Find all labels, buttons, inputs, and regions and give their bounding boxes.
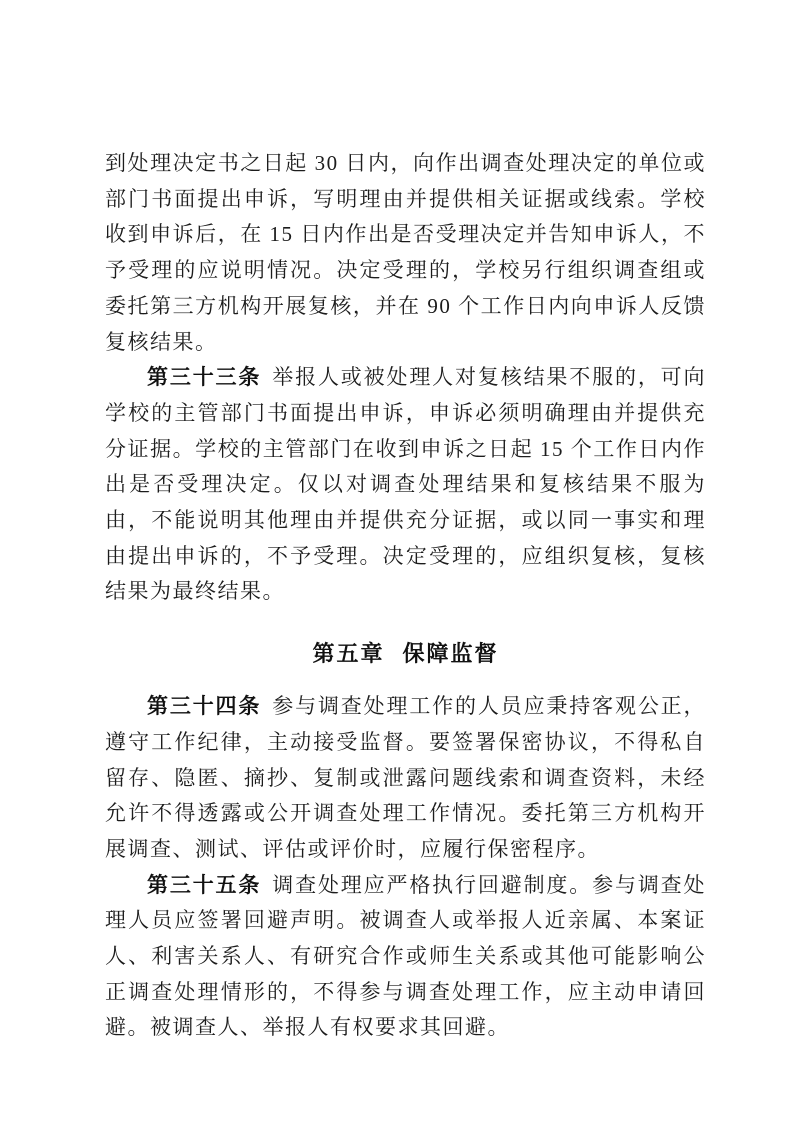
paragraph-continuation: [105, 146, 706, 360]
chapter-5-heading: 第五章 保障监督: [312, 641, 499, 667]
article-33-text: 举报人或被处理人对复核结果不服的，可向学校的主管部门书面提出申诉，申诉必须明确理由并提供充分证据。学校的主管部门在收到申诉之日起 15 个工作日内作出是否受理决定。仅以对调查处理结果和复核结果不服为由，不能说明其他理由并提供充分证据，或以同一事实和理由提出申诉的，不予受理。决定受理的，应组织复核，复核结果为最终结果。: [105, 365, 707, 604]
article-34-number: 第三十四条: [147, 694, 262, 719]
article-35-text: 调查处理应严格执行回避制度。参与调查处理人员应签署回避声明。被调查人或举报人近亲属、本案证人、利害关系人、有研究合作或师生关系或其他可能影响公正调查处理情形的，不得参与调查处理工作，应主动申请回避。被调查人、举报人有权要求其回避。: [105, 872, 707, 1040]
article-35-number: 第三十五条: [147, 872, 262, 897]
document-text-block: [105, 146, 706, 1046]
paragraph-article-33: [105, 360, 706, 610]
paragraph-article-34: [105, 689, 706, 868]
paragraph-text: 到处理决定书之日起 30 日内，向作出调查处理决定的单位或部门书面提出申诉，写明理由并提供相关证据或线索。学校收到申诉后，在 15 日内作出是否受理决定并告知申诉人，不予受理的应说明情况。决定受理的，学校另行组织调查组或委托第三方机构开展复核，并在 90 个工作日内向申诉人反馈复核结果。: [105, 151, 706, 354]
article-33-number: 第三十三条: [147, 365, 262, 390]
article-34-text: 参与调查处理工作的人员应秉持客观公正，遵守工作纪律，主动接受监督。要签署保密协议，不得私自留存、隐匿、摘抄、复制或泄露问题线索和调查资料，未经允许不得透露或公开调查处理工作情况。委托第三方机构开展调查、测试、评估或评价时，应履行保密程序。: [105, 694, 707, 861]
paragraph-article-35: [105, 868, 706, 1047]
